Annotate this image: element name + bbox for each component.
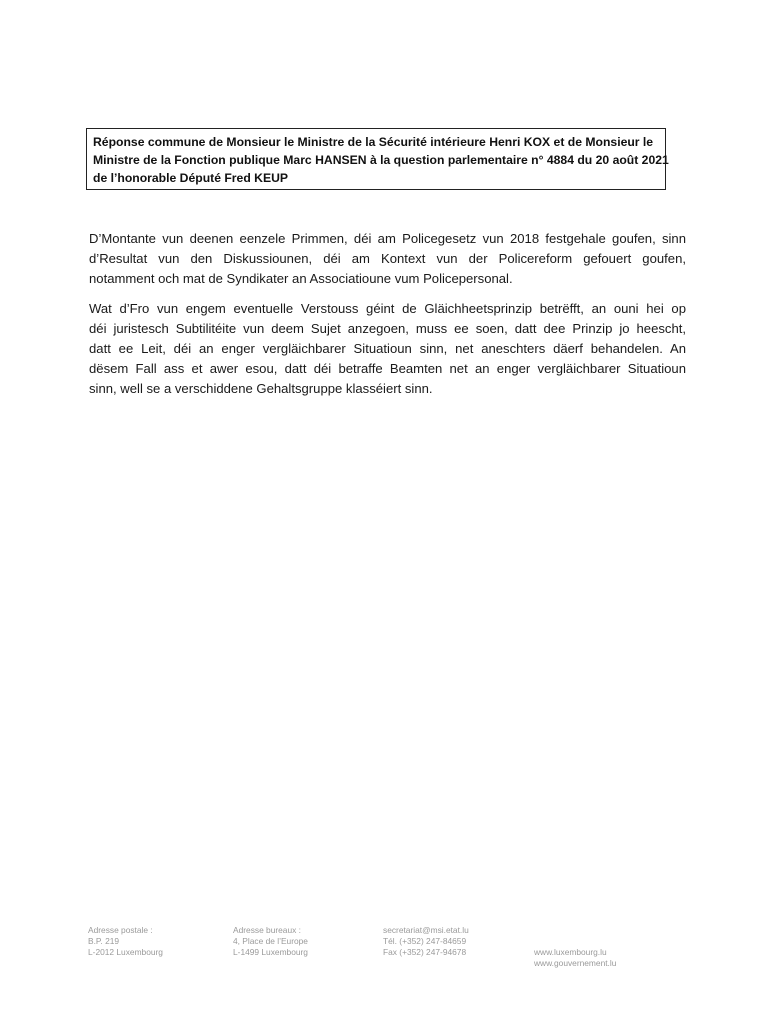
body-paragraph-2 [89, 299, 686, 399]
footer-line: Adresse bureaux : [233, 925, 301, 935]
footer-fax: Fax (+352) 247-94678 [383, 947, 467, 957]
body-line: D’Montante vun deenen eenzele Primmen, déi am Policegesetz vun 2018 festgehale goufen, sinn [89, 231, 686, 246]
body-line: dësem Fall ass et awer esou, datt déi betraffe Beamten net an enger vergläichbarer Situatioun [89, 361, 686, 376]
body-line: d’Resultat vun den Diskussiounen, déi am Kontext vun der Policereform gefouert goufen, [89, 251, 686, 266]
footer-line: 4, Place de l’Europe [233, 936, 308, 946]
footer-website: www.gouvernement.lu [534, 958, 617, 968]
footer-postal-address [88, 925, 163, 958]
body-line: sinn, well se a verschiddene Gehaltsgruppe klasséiert sinn. [89, 381, 433, 396]
title-box [86, 128, 669, 190]
body-line: déi juristesch Subtilitéite vun deem Sujet anzegoen, muss ee soen, datt dee Prinzip jo heescht, [89, 321, 686, 336]
footer-line: Adresse postale : [88, 925, 153, 935]
body-line: datt ee Leit, déi an enger vergläichbarer Situatioun sinn, net aneschters däerf behandelen. An [89, 341, 686, 356]
title-line: Réponse commune de Monsieur le Ministre de la Sécurité intérieure Henri KOX et de Monsieur le [93, 135, 654, 149]
body-paragraph-1 [89, 229, 686, 289]
footer-line: L-2012 Luxembourg [88, 947, 163, 957]
footer-phone: Tél. (+352) 247-84659 [383, 936, 467, 946]
footer-line: B.P. 219 [88, 936, 120, 946]
footer-email: secretariat@msi.etat.lu [383, 925, 469, 935]
footer-line: L-1499 Luxembourg [233, 947, 308, 957]
title-line: de l’honorable Député Fred KEUP [93, 171, 289, 185]
title-line: Ministre de la Fonction publique Marc HANSEN à la question parlementaire n° 4884 du 20 août 2021 [93, 153, 669, 167]
body-line: notamment och mat de Syndikater an Associatioune vum Policepersonal. [89, 271, 513, 286]
body-line: Wat d’Fro vun engem eventuelle Verstouss géint de Gläichheetsprinzip betrëfft, an ouni hei op [89, 301, 686, 316]
footer-website: www.luxembourg.lu [534, 947, 607, 957]
footer-websites [534, 947, 616, 969]
footer-office-address [233, 925, 308, 958]
footer-contact [383, 925, 469, 958]
